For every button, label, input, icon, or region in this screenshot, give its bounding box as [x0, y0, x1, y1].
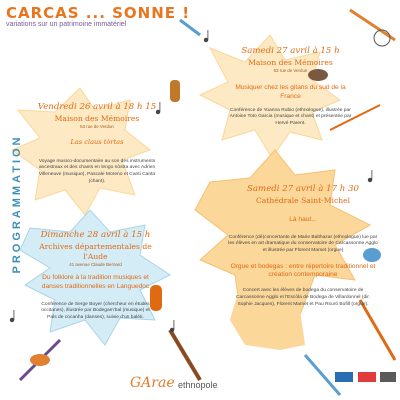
event-description: Conférence de Serge Boyer (chercheur en études occitanes), illustrée par Bodegam'bal (musique) et Pals de cocanha (danses), suivie d'un balèti.	[41, 301, 150, 321]
event-panel-saturday-15h	[228, 46, 353, 127]
event-date: Dimanche 28 avril à 15 h	[40, 230, 151, 240]
event-venue: Archives départementales de l'Aude	[39, 241, 152, 261]
event-date: Vendredi 26 avril à 18 h 15	[37, 102, 157, 112]
event-title: CARCAS ... SONNE !	[6, 4, 191, 22]
garae-logo: GArae	[130, 375, 175, 391]
event-date: Samedi 27 avril à 15 h	[241, 46, 340, 56]
event-address: 41 avenue Claude Bernard	[69, 262, 122, 268]
event-address: 53 rue de Verdun	[273, 67, 308, 73]
event-description: Voyage musico-documentaire au son des instruments ancestraux et des chants en lengo nòstra avec Adrien Villeneuve (musique), Pascale Moreno et Canti Canta (chant).	[38, 158, 156, 184]
event-panel-sunday	[38, 230, 153, 322]
event-date: Samedi 27 avril à 17 h 30	[247, 184, 359, 194]
event-panel-friday	[22, 102, 172, 185]
event-heading-concert: Orgue et bodegas : entre répertoire traditionnel et création contemporaine	[230, 262, 376, 279]
guitar-icon	[170, 80, 180, 102]
event-panel-saturday-17h30	[228, 184, 378, 308]
event-address: 53 rue de Verdun	[80, 123, 114, 129]
event-heading: Du folklore à la tradition musiques et danses traditionnelles en Languedoc	[41, 274, 150, 290]
sponsor-logo	[335, 372, 353, 382]
event-heading: Las claus tòrtas	[70, 137, 124, 146]
sponsor-logo	[358, 372, 376, 382]
event-description: Conférence (dé)concertante de Marie Balthazar (ethnologue) lue par les élèves en art dramatique du conservatoire de Carcassonne Agglo et illustrée par Florent Mamet (orgue)	[228, 234, 378, 253]
event-description: Conférence de Yoanna Rubio (ethnologue), illustrée par Antoine Toto Garcia (musique et chant) et présentée par Hervé Parent.	[229, 107, 352, 126]
ethnopole-label: ethnopole	[178, 380, 218, 390]
event-subtitle: variations sur un patrimoine immatériel	[6, 21, 127, 28]
event-heading: Musiquer chez les gitans du sud de la France	[235, 83, 346, 100]
event-venue: Cathédrale Saint-Michel	[255, 195, 351, 205]
event-venue: Maison des Mémoires	[248, 57, 333, 67]
event-heading: Là haut...	[289, 215, 317, 223]
bodega-icon	[30, 354, 50, 366]
event-venue: Maison des Mémoires	[54, 113, 140, 123]
sponsor-logo	[380, 372, 396, 382]
event-description-concert: Concert avec les élèves de bodega du conservatoire de Carcassonne Agglo et l'Escòla de Bodega de Villardonnel (dir. Sophie Jacques), Florent Mamet et Pau Rsuró Bofill (orgue).	[235, 288, 371, 307]
programmation-label: PROGRAMMATION	[11, 134, 23, 274]
